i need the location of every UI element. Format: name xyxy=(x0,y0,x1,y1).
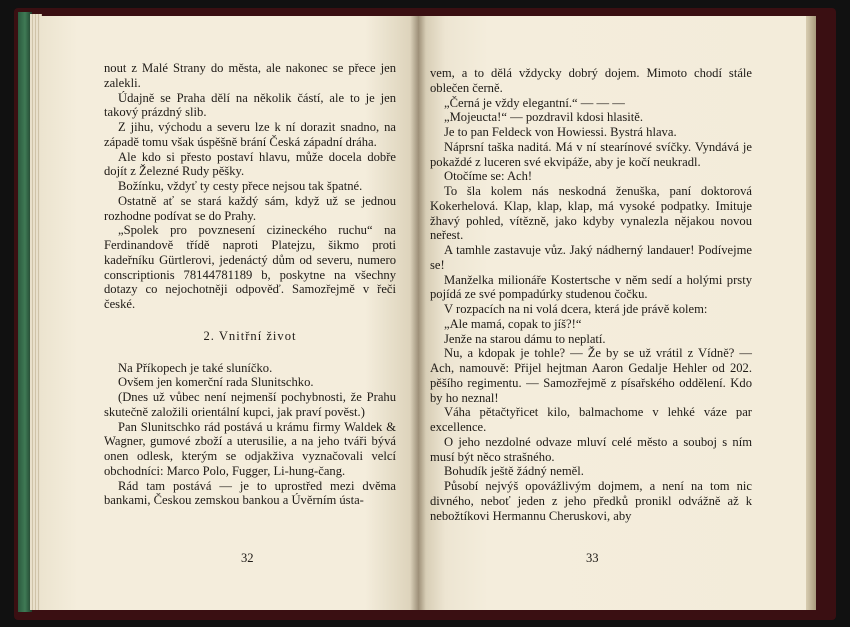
paragraph: Ostatně ať se stará každý sám, když už se jednou rozhodne podívat se do Prahy. xyxy=(104,193,396,223)
left-page-text xyxy=(104,61,396,508)
paragraph: (Dnes už vůbec není nejmenší pochybnosti, že Prahu skutečně založili orientální kupci, jak praví pověst.) xyxy=(104,390,396,419)
paragraph: vem, a to dělá vždycky dobrý dojem. Mimoto chodí stále oblečen černě. xyxy=(430,66,752,95)
paragraph: „Mojeucta!“ — pozdravil kdosi hlasitě. xyxy=(444,110,643,125)
paragraph: Údajně se Praha dělí na několik částí, ale to je jen takový prázdný slib. xyxy=(104,90,396,120)
paragraph: Pan Slunitschko rád postává u krámu firmy Waldek & Wagner, gumové zboží a uterusilie, a na jeho tváři bývá onen odlesk, kterým se odjakživa vyznačovali velcí obchodníci: Marco Polo, Fugger, Li-hung-čang. xyxy=(104,419,396,478)
paragraph: Z jihu, východu a severu lze k ní dorazit snadno, na západě tomu však úspěšně brání Česká západní dráha. xyxy=(104,120,396,149)
paragraph: „Černá je vždy elegantní.“ — — — xyxy=(444,95,625,110)
paragraph: „Spolek pro povznesení cizineckého ruchu“ na Ferdinandově třídě naproti Platejzu, šikmo proti kadeřníku Gürtlerovi, jedenáctý dům od severu, numero conscriptionis 78144781189 b, poskytne na všechny dotazy co nejochotněji odpověď. Samozřejmě v řeči české. xyxy=(104,223,396,311)
paragraph: Ovšem jen komerční rada Slunitschko. xyxy=(118,375,314,390)
paragraph: Na Příkopech je také sluníčko. xyxy=(118,360,273,375)
paragraph: A tamhle zastavuje vůz. Jaký nádherný landauer! Podívejme se! xyxy=(430,243,752,272)
left-paragraphs-before xyxy=(104,61,396,312)
paragraph: Působí nejvýš opovážlivým dojmem, a není na tom nic divného, neboť jeden z jeho předků pronikl odvážně až k nebožtíkovi Hermannu Cheruskovi, aby xyxy=(430,479,752,523)
paragraph: Manželka milionáře Kostertsche v něm sedí a holými prsty pojídá ze své pompadúrky studenou čočku. xyxy=(430,272,752,302)
paragraph: „Ale mamá, copak to jíš?!“ xyxy=(444,316,582,331)
paragraph: Ale kdo si přesto postaví hlavu, může docela dobře dojít z Železné Rudy pěšky. xyxy=(104,149,396,179)
right-page xyxy=(418,16,810,610)
paragraph: Rád tam postává — je to uprostřed mezi dvěma bankami, Českou zemskou bankou a Úvěrním ústa- xyxy=(104,478,396,508)
right-page-edge xyxy=(806,16,816,610)
left-page xyxy=(40,16,418,610)
page-number-left: 32 xyxy=(241,551,254,565)
paragraph: nout z Malé Strany do města, ale nakonec se přece jen zalekli. xyxy=(104,61,396,90)
paragraph: Nu, a kdopak je tohle? — Že by se už vrátil z Vídně? — Ach, namouvě: Přijel hejtman Aaron Gedalje Hehler od 202. pěšího regimentu. — Samozřejmě z písařského oddělení. Kdo by ho neznal! xyxy=(430,346,752,405)
paragraph: O jeho nezdolné odvaze mluví celé město a souboj s ním musí být něco strašného. xyxy=(430,434,752,464)
paragraph: Váha pětačtyřicet kilo, balmachome v lehké váze par excellence. xyxy=(430,405,752,434)
left-paragraphs-after xyxy=(104,361,396,509)
paragraph: To šla kolem nás neskodná ženuška, paní doktorová Kokerhelová. Klap, klap, klap, má vysoké podpatky. Imituje žhavý pohled, vítězně, jako kdyby vynalezla nějakou novou neřest. xyxy=(430,184,752,243)
paragraph: Náprsní taška naditá. Má v ní stearínové svíčky. Vyndává je pokaždé z luceren své ekvipáže, aby je kočí neukradl. xyxy=(430,139,752,169)
paragraph: Je to pan Feldeck von Howiessi. Bystrá hlava. xyxy=(444,125,677,139)
paragraph: Bohudík ještě žádný neměl. xyxy=(444,464,584,479)
paragraph: Jenže na starou dámu to neplatí. xyxy=(444,331,606,346)
book-gutter xyxy=(410,16,426,610)
paragraph: Božínku, vždyť ty cesty přece nejsou tak špatné. xyxy=(118,179,363,193)
right-page-text xyxy=(430,66,752,523)
paragraph: Otočíme se: Ach! xyxy=(444,169,533,184)
chapter-heading: 2. Vnitřní život xyxy=(203,328,297,343)
page-number-right: 33 xyxy=(586,551,599,565)
paragraph: V rozpacích na ni volá dcera, která jde právě kolem: xyxy=(444,302,708,316)
